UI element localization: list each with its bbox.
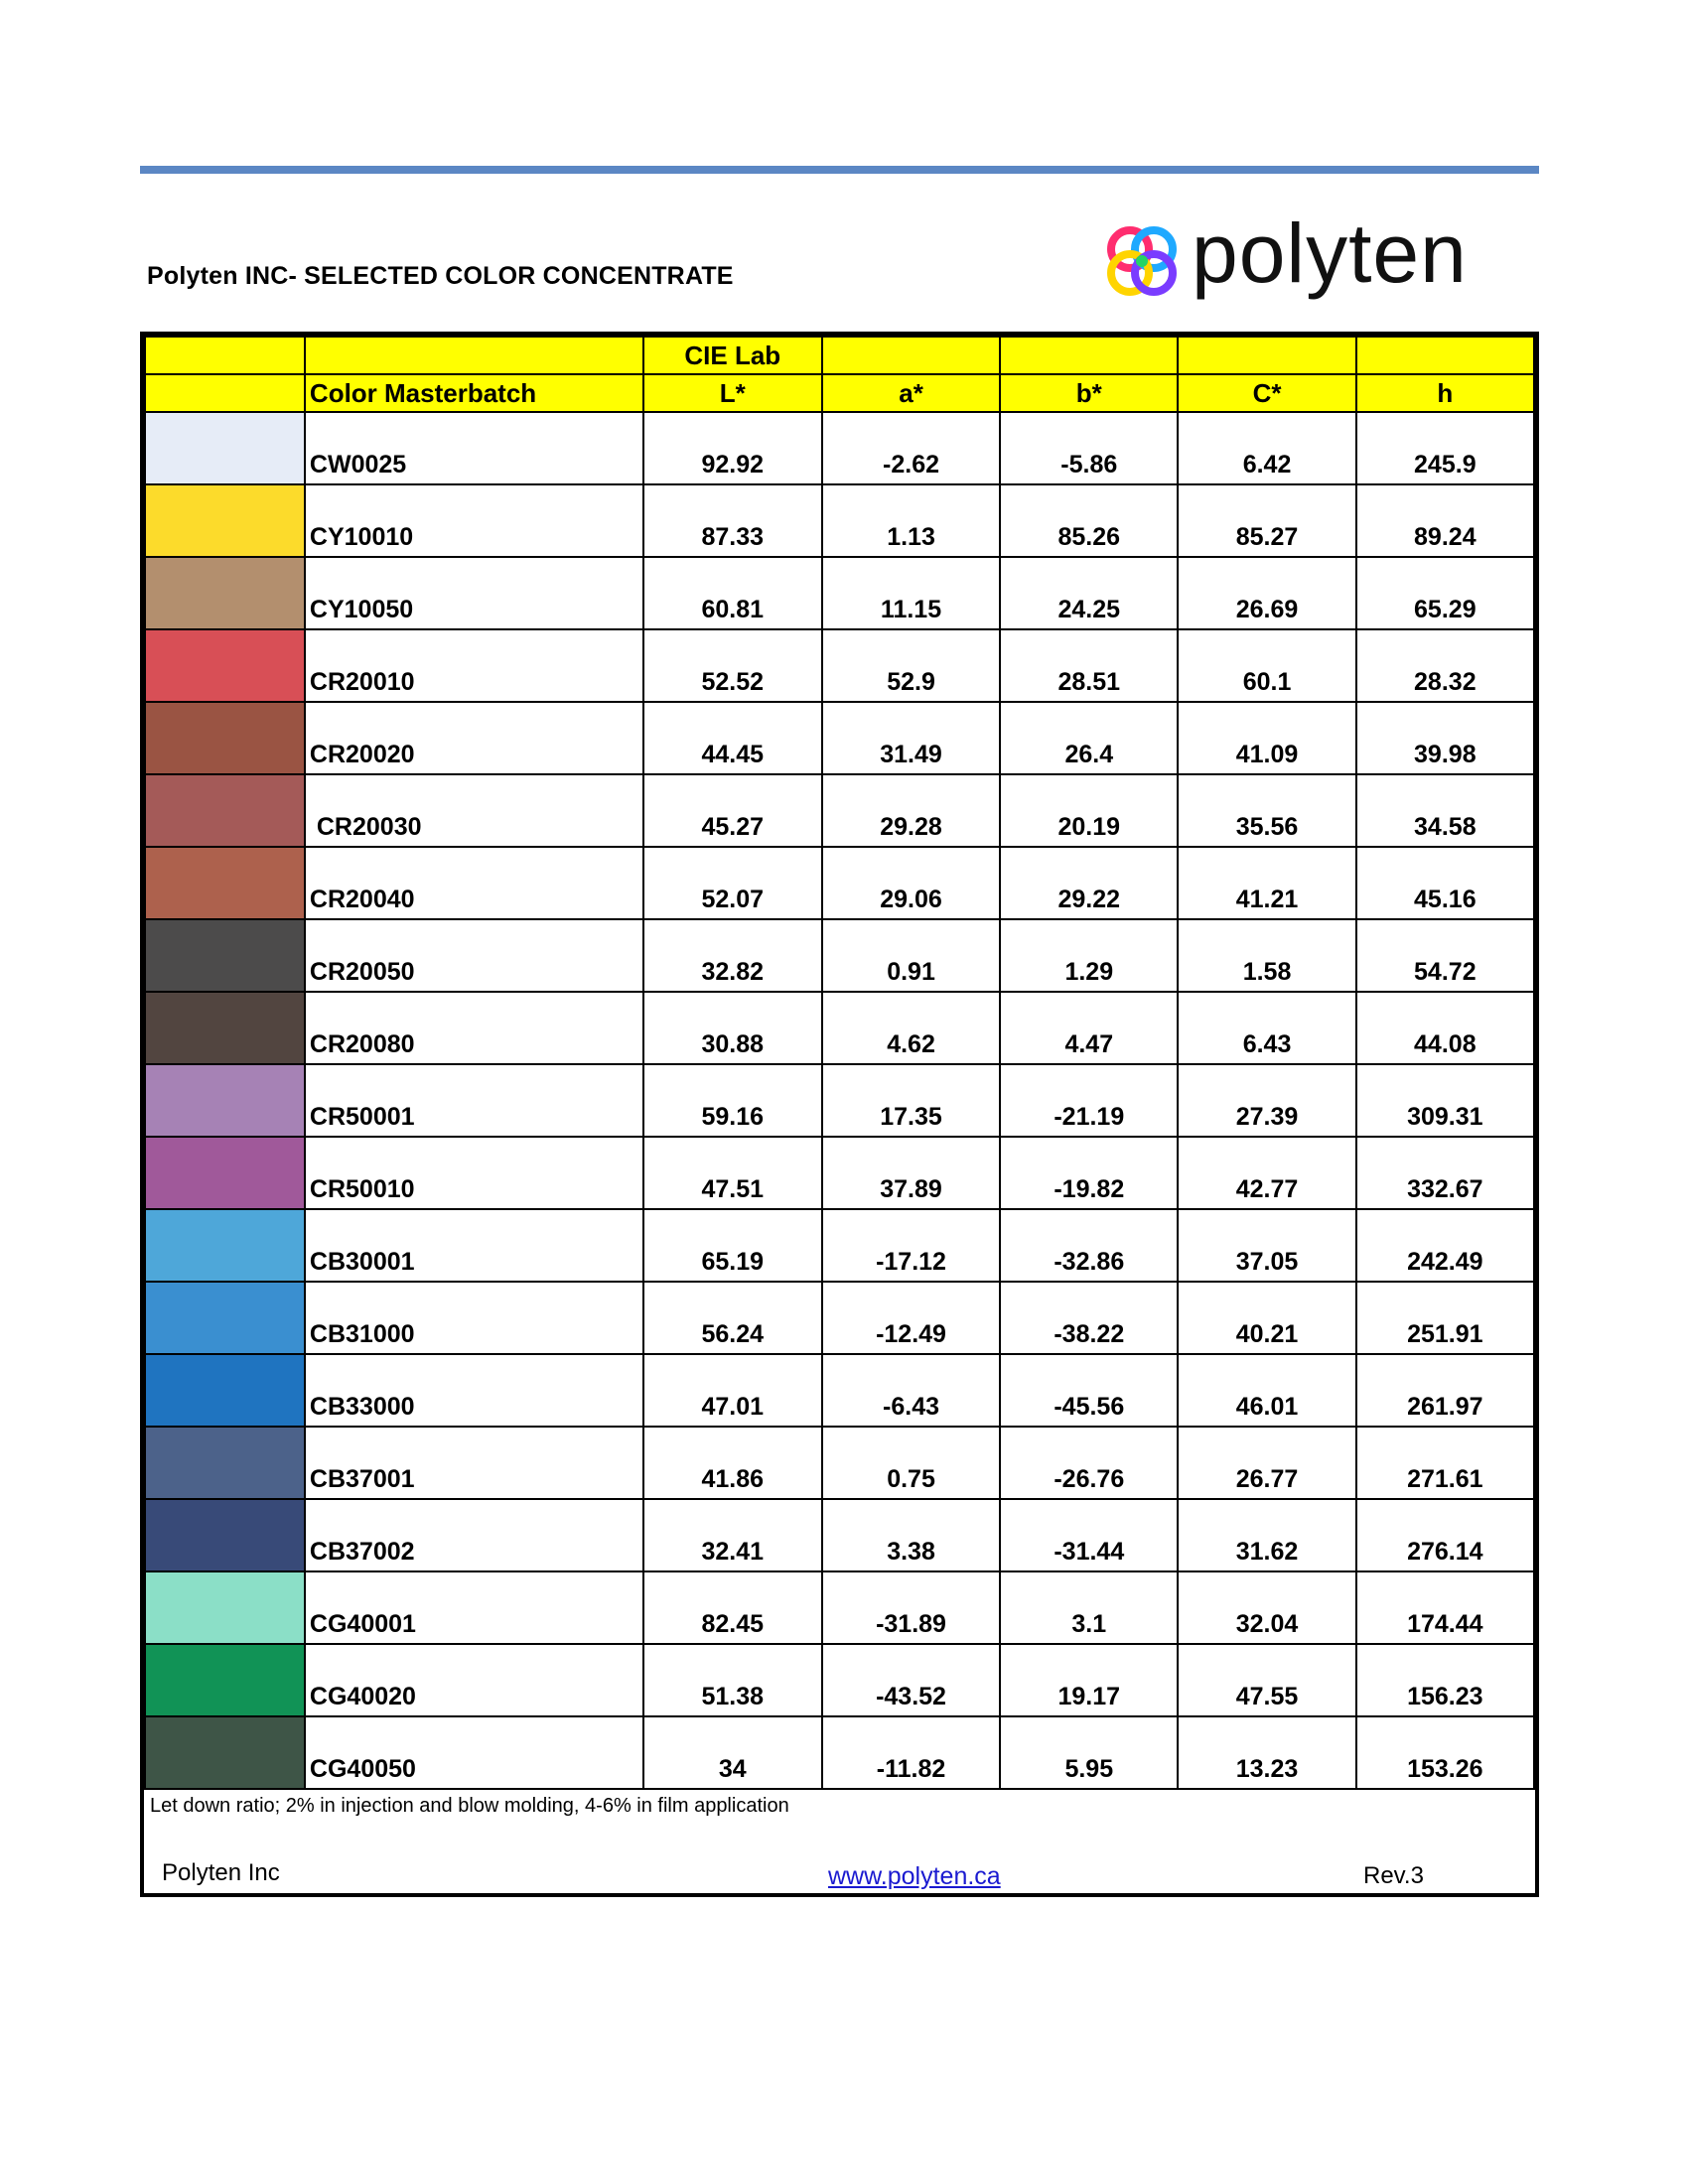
b-value: 26.4: [1000, 702, 1178, 774]
c-value: 26.77: [1178, 1427, 1355, 1499]
l-value: 87.33: [643, 484, 822, 557]
a-value: 37.89: [822, 1137, 1000, 1209]
h-value: 271.61: [1356, 1427, 1534, 1499]
h-value: 245.9: [1356, 412, 1534, 484]
masterbatch-code: CR50010: [305, 1137, 643, 1209]
b-value: 85.26: [1000, 484, 1178, 557]
l-value: 65.19: [643, 1209, 822, 1282]
a-value: 52.9: [822, 629, 1000, 702]
swatch-fill: [146, 485, 304, 556]
swatch-fill: [146, 1138, 304, 1208]
l-value: 52.07: [643, 847, 822, 919]
c-value: 31.62: [1178, 1499, 1355, 1571]
l-value: 32.82: [643, 919, 822, 992]
c-value: 42.77: [1178, 1137, 1355, 1209]
b-value: -31.44: [1000, 1499, 1178, 1571]
l-value: 60.81: [643, 557, 822, 629]
color-swatch: [145, 919, 305, 992]
header-swatch: [145, 374, 305, 412]
swatch-fill: [146, 413, 304, 483]
b-value: 5.95: [1000, 1716, 1178, 1789]
b-value: 24.25: [1000, 557, 1178, 629]
h-value: 45.16: [1356, 847, 1534, 919]
a-value: -17.12: [822, 1209, 1000, 1282]
top-rule: [140, 166, 1539, 174]
color-swatch: [145, 1427, 305, 1499]
c-value: 85.27: [1178, 484, 1355, 557]
b-value: 3.1: [1000, 1571, 1178, 1644]
c-value: 26.69: [1178, 557, 1355, 629]
h-value: 332.67: [1356, 1137, 1534, 1209]
c-value: 32.04: [1178, 1571, 1355, 1644]
color-swatch: [145, 992, 305, 1064]
swatch-fill: [146, 920, 304, 991]
a-value: 1.13: [822, 484, 1000, 557]
color-swatch: [145, 557, 305, 629]
a-value: 11.15: [822, 557, 1000, 629]
h-value: 153.26: [1356, 1716, 1534, 1789]
c-value: 37.05: [1178, 1209, 1355, 1282]
footer-revision: Rev.3: [1363, 1862, 1424, 1889]
footer-company: Polyten Inc: [162, 1859, 280, 1886]
header-b: b*: [1000, 374, 1178, 412]
a-value: 29.28: [822, 774, 1000, 847]
l-value: 34: [643, 1716, 822, 1789]
a-value: -12.49: [822, 1282, 1000, 1354]
let-down-note: Let down ratio; 2% in injection and blow molding, 4-6% in film application: [150, 1795, 789, 1817]
table-row: [145, 1499, 1534, 1571]
l-value: 47.51: [643, 1137, 822, 1209]
l-value: 44.45: [643, 702, 822, 774]
color-swatch: [145, 774, 305, 847]
b-value: -5.86: [1000, 412, 1178, 484]
a-value: -43.52: [822, 1644, 1000, 1716]
swatch-fill: [146, 993, 304, 1063]
h-value: 28.32: [1356, 629, 1534, 702]
swatch-fill: [146, 1572, 304, 1643]
color-swatch: [145, 1282, 305, 1354]
color-swatch: [145, 847, 305, 919]
b-value: 1.29: [1000, 919, 1178, 992]
table-row: [145, 1064, 1534, 1137]
swatch-fill: [146, 1355, 304, 1426]
c-value: 40.21: [1178, 1282, 1355, 1354]
h-value: 276.14: [1356, 1499, 1534, 1571]
h-value: 174.44: [1356, 1571, 1534, 1644]
color-swatch: [145, 1064, 305, 1137]
masterbatch-code: CR50001: [305, 1064, 643, 1137]
masterbatch-code: CG40050: [305, 1716, 643, 1789]
swatch-fill: [146, 848, 304, 918]
color-table: [144, 336, 1535, 1790]
table-row: [145, 1716, 1534, 1789]
h-value: 251.91: [1356, 1282, 1534, 1354]
l-value: 59.16: [643, 1064, 822, 1137]
h-value: 65.29: [1356, 557, 1534, 629]
color-swatch: [145, 1499, 305, 1571]
header-c: C*: [1178, 374, 1355, 412]
table-row: [145, 847, 1534, 919]
table-row: [145, 557, 1534, 629]
h-value: 44.08: [1356, 992, 1534, 1064]
color-swatch: [145, 629, 305, 702]
table-row: [145, 1209, 1534, 1282]
swatch-fill: [146, 1645, 304, 1715]
h-value: 156.23: [1356, 1644, 1534, 1716]
header-blank-code: [305, 337, 643, 374]
masterbatch-code: CR20080: [305, 992, 643, 1064]
masterbatch-code: CR20010: [305, 629, 643, 702]
header-row-group: [145, 337, 1534, 374]
color-swatch: [145, 1716, 305, 1789]
swatch-fill: [146, 1500, 304, 1570]
swatch-fill: [146, 558, 304, 628]
masterbatch-code: CW0025: [305, 412, 643, 484]
h-value: 54.72: [1356, 919, 1534, 992]
document-title: Polyten INC- SELECTED COLOR CONCENTRATE: [147, 262, 734, 290]
b-value: 4.47: [1000, 992, 1178, 1064]
color-sheet: [140, 332, 1539, 1897]
table-row: [145, 919, 1534, 992]
table-row: [145, 992, 1534, 1064]
color-swatch: [145, 1571, 305, 1644]
swatch-fill: [146, 775, 304, 846]
a-value: 29.06: [822, 847, 1000, 919]
h-value: 39.98: [1356, 702, 1534, 774]
l-value: 41.86: [643, 1427, 822, 1499]
masterbatch-code: CR20020: [305, 702, 643, 774]
c-value: 41.09: [1178, 702, 1355, 774]
masterbatch-code: CY10010: [305, 484, 643, 557]
masterbatch-code: CR20050: [305, 919, 643, 992]
l-value: 47.01: [643, 1354, 822, 1427]
color-swatch: [145, 412, 305, 484]
c-value: 60.1: [1178, 629, 1355, 702]
cie-lab-header: CIE Lab: [643, 337, 822, 374]
l-value: 30.88: [643, 992, 822, 1064]
c-value: 41.21: [1178, 847, 1355, 919]
table-row: [145, 774, 1534, 847]
header-row-columns: [145, 374, 1534, 412]
masterbatch-code: CG40020: [305, 1644, 643, 1716]
a-value: -11.82: [822, 1716, 1000, 1789]
a-value: 4.62: [822, 992, 1000, 1064]
l-value: 52.52: [643, 629, 822, 702]
swatch-fill: [146, 1283, 304, 1353]
table-row: [145, 629, 1534, 702]
table-row: [145, 1137, 1534, 1209]
masterbatch-code: CB33000: [305, 1354, 643, 1427]
header-h: h: [1356, 374, 1534, 412]
b-value: -38.22: [1000, 1282, 1178, 1354]
a-value: 0.91: [822, 919, 1000, 992]
h-value: 89.24: [1356, 484, 1534, 557]
color-swatch: [145, 702, 305, 774]
l-value: 45.27: [643, 774, 822, 847]
masterbatch-code: CG40001: [305, 1571, 643, 1644]
a-value: -31.89: [822, 1571, 1000, 1644]
b-value: 20.19: [1000, 774, 1178, 847]
b-value: -21.19: [1000, 1064, 1178, 1137]
a-value: 0.75: [822, 1427, 1000, 1499]
color-swatch: [145, 484, 305, 557]
b-value: 28.51: [1000, 629, 1178, 702]
color-swatch: [145, 1209, 305, 1282]
l-value: 82.45: [643, 1571, 822, 1644]
h-value: 261.97: [1356, 1354, 1534, 1427]
masterbatch-code: CY10050: [305, 557, 643, 629]
table-row: [145, 1571, 1534, 1644]
masterbatch-code: CB37002: [305, 1499, 643, 1571]
swatch-fill: [146, 1717, 304, 1788]
swatch-fill: [146, 630, 304, 701]
swatch-fill: [146, 1210, 304, 1281]
masterbatch-code: CB31000: [305, 1282, 643, 1354]
table-row: [145, 1644, 1534, 1716]
l-value: 56.24: [643, 1282, 822, 1354]
color-swatch: [145, 1137, 305, 1209]
color-swatch: [145, 1354, 305, 1427]
l-value: 51.38: [643, 1644, 822, 1716]
l-value: 92.92: [643, 412, 822, 484]
table-row: [145, 1354, 1534, 1427]
a-value: 31.49: [822, 702, 1000, 774]
c-value: 13.23: [1178, 1716, 1355, 1789]
masterbatch-code: CR20030: [305, 774, 643, 847]
b-value: 29.22: [1000, 847, 1178, 919]
a-value: 3.38: [822, 1499, 1000, 1571]
table-row: [145, 412, 1534, 484]
header-color-masterbatch: Color Masterbatch: [305, 374, 643, 412]
b-value: 19.17: [1000, 1644, 1178, 1716]
table-row: [145, 1427, 1534, 1499]
masterbatch-code: CB30001: [305, 1209, 643, 1282]
swatch-fill: [146, 1065, 304, 1136]
table-row: [145, 702, 1534, 774]
b-value: -26.76: [1000, 1427, 1178, 1499]
swatch-fill: [146, 1428, 304, 1498]
header-blank-b: [1000, 337, 1178, 374]
c-value: 27.39: [1178, 1064, 1355, 1137]
b-value: -45.56: [1000, 1354, 1178, 1427]
h-value: 309.31: [1356, 1064, 1534, 1137]
c-value: 6.42: [1178, 412, 1355, 484]
polyten-logo: [1100, 204, 1497, 308]
b-value: -19.82: [1000, 1137, 1178, 1209]
c-value: 35.56: [1178, 774, 1355, 847]
c-value: 1.58: [1178, 919, 1355, 992]
a-value: 17.35: [822, 1064, 1000, 1137]
header-l: L*: [643, 374, 822, 412]
a-value: -6.43: [822, 1354, 1000, 1427]
logo-wordmark: polyten: [1192, 206, 1468, 300]
flower-logo-icon: [1100, 219, 1184, 303]
c-value: 46.01: [1178, 1354, 1355, 1427]
l-value: 32.41: [643, 1499, 822, 1571]
header-blank-swatch: [145, 337, 305, 374]
c-value: 6.43: [1178, 992, 1355, 1064]
a-value: -2.62: [822, 412, 1000, 484]
header-blank-h: [1356, 337, 1534, 374]
masterbatch-code: CR20040: [305, 847, 643, 919]
h-value: 34.58: [1356, 774, 1534, 847]
c-value: 47.55: [1178, 1644, 1355, 1716]
color-swatch: [145, 1644, 305, 1716]
masterbatch-code: CB37001: [305, 1427, 643, 1499]
header-blank-c: [1178, 337, 1355, 374]
h-value: 242.49: [1356, 1209, 1534, 1282]
table-row: [145, 1282, 1534, 1354]
swatch-fill: [146, 703, 304, 773]
table-row: [145, 484, 1534, 557]
header-blank-a: [822, 337, 1000, 374]
website-link[interactable]: www.polyten.ca: [828, 1862, 1001, 1890]
header-a: a*: [822, 374, 1000, 412]
b-value: -32.86: [1000, 1209, 1178, 1282]
